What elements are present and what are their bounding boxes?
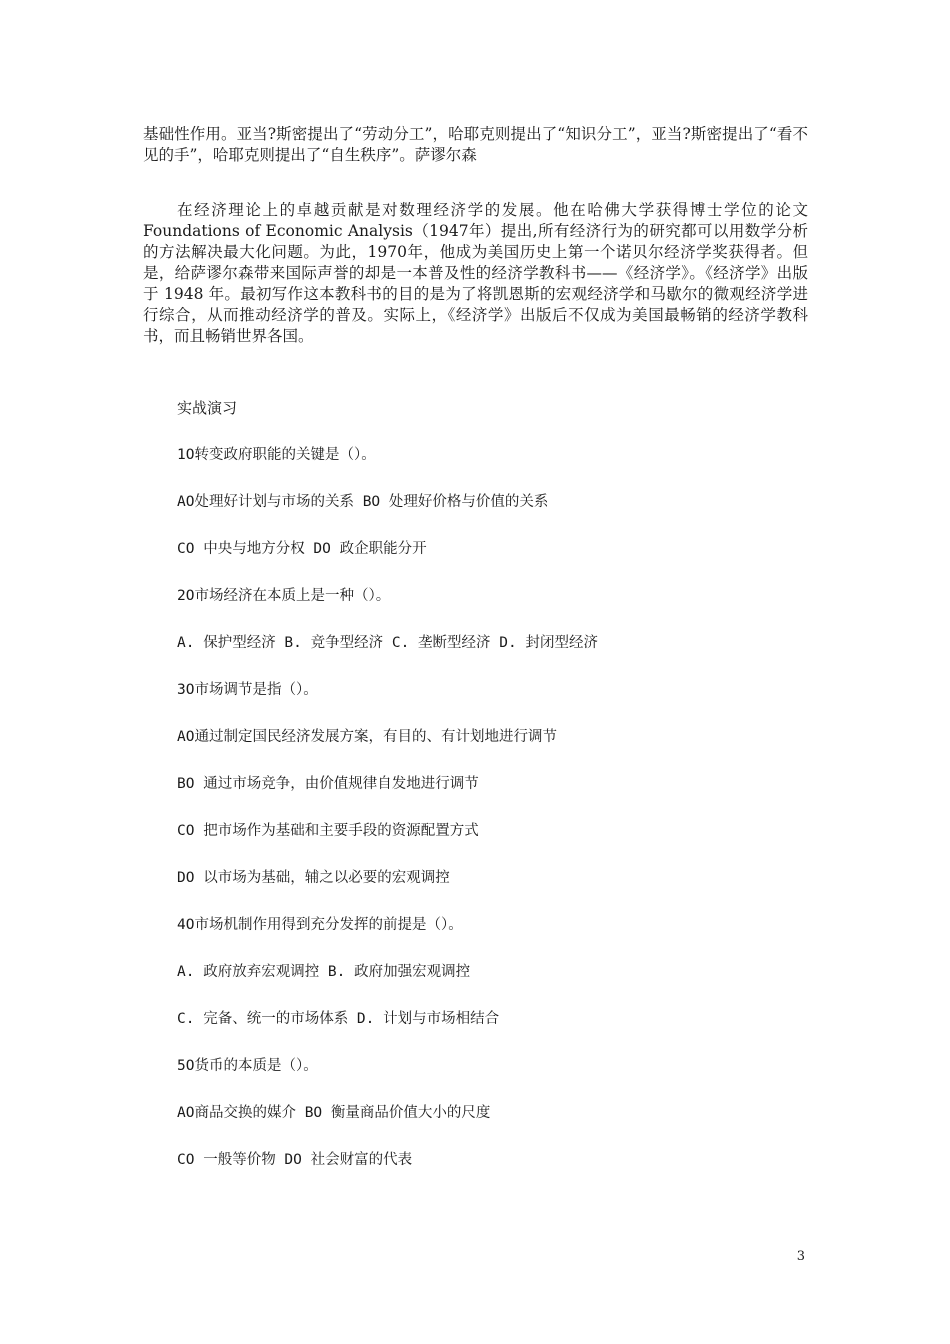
page-number: 3 (796, 1249, 805, 1264)
question-4-options-ab: A. 政府放弃宏观调控 B. 政府加强宏观调控 (177, 964, 471, 980)
question-1-options-ab: AО处理好计划与市场的关系 BО 处理好价格与价值的关系 (177, 494, 549, 510)
question-5: 5О货币的本质是（）。 (177, 1058, 318, 1074)
question-3-option-a: AО通过制定国民经济发展方案，有目的、有计划地进行调节 (177, 729, 557, 745)
question-3-option-d: DО 以市场为基础，辅之以必要的宏观调控 (177, 870, 450, 886)
question-3: 3О市场调节是指（）。 (177, 682, 318, 698)
question-5-options-ab: AО商品交换的媒介 BО 衡量商品价值大小的尺度 (177, 1105, 491, 1121)
section-title: 实战演习 (177, 399, 238, 417)
question-3-option-c: CО 把市场作为基础和主要手段的资源配置方式 (177, 823, 479, 839)
question-2-options: A. 保护型经济 B. 竞争型经济 C. 垄断型经济 D. 封闭型经济 (177, 635, 598, 651)
paragraph-intro: 基础性作用。亚当?斯密提出了“劳动分工”，哈耶克则提出了“知识分工”，亚当?斯密提出了“看不见的手”，哈耶克则提出了“自生秩序”。萨谬尔森 (143, 125, 808, 164)
question-4-options-cd: C. 完备、统一的市场体系 D. 计划与市场相结合 (177, 1011, 500, 1027)
question-4: 4О市场机制作用得到充分发挥的前提是（）。 (177, 917, 463, 933)
question-1: 1О转变政府职能的关键是（）。 (177, 447, 376, 463)
question-3-option-b: BО 通过市场竞争，由价值规律自发地进行调节 (177, 776, 479, 792)
question-1-options-cd: CО 中央与地方分权 DО 政企职能分开 (177, 541, 427, 557)
question-2: 2О市场经济在本质上是一种（）。 (177, 588, 391, 604)
paragraph-samuelson: 在经济理论上的卓越贡献是对数理经济学的发展。他在哈佛大学获得博士学位的论文 Foundations of Economic Analysis（1947年）提出,所有经济行为的研究都可以用数学分析的方法解决最大化问题。为此，1970年，他成为美国历史上第一个诺贝尔经济学奖获得者。但是，给萨谬尔森带来国际声誉的却是一本普及性的经济学教科书——《经济学》。《经济学》出版于 1948 年。最初写作这本教科书的目的是为了将凯恩斯的宏观经济学和马歇尔的微观经济学进行综合，从而推动经济学的普及。实际上，《经济学》出版后不仅成为美国最畅销的经济学教科书，而且畅销世界各国。 (143, 201, 808, 345)
question-5-options-cd: CО 一般等价物 DО 社会财富的代表 (177, 1152, 413, 1168)
